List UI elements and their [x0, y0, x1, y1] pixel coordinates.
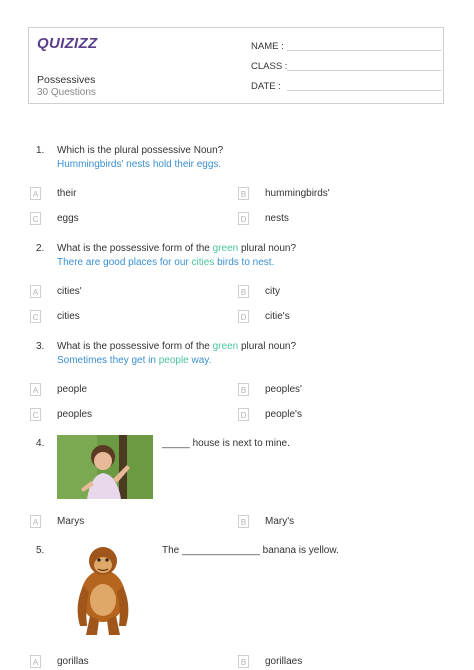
date-label: DATE :: [251, 81, 281, 92]
option-letter[interactable]: B: [238, 285, 249, 298]
question-text: Which is the plural possessive Noun?: [57, 145, 224, 156]
option-text[interactable]: peoples': [265, 384, 302, 395]
worksheet-header: [28, 27, 444, 104]
option-text[interactable]: people: [57, 384, 88, 395]
question-number: 1.: [36, 145, 45, 156]
question-text: What is the possessive form of the green plural noun?: [57, 341, 297, 352]
class-label: CLASS :: [251, 61, 288, 72]
option-letter[interactable]: D: [238, 212, 249, 225]
question-number: 3.: [36, 341, 45, 352]
option-letter[interactable]: B: [238, 383, 249, 396]
question-number: 4.: [36, 438, 45, 449]
option-text[interactable]: gorillas: [57, 656, 89, 667]
highlight-word: green: [212, 341, 239, 352]
question-text: _____ house is next to mine.: [162, 438, 290, 449]
class-field[interactable]: [251, 61, 441, 72]
name-label: NAME :: [251, 41, 284, 52]
option-text[interactable]: city: [265, 286, 280, 297]
question-number: 5.: [36, 545, 45, 556]
question-text: What is the possessive form of the green plural noun?: [57, 243, 297, 254]
option-text[interactable]: cities': [57, 286, 82, 297]
option-letter[interactable]: C: [30, 310, 41, 323]
date-field[interactable]: [251, 81, 441, 92]
option-letter[interactable]: C: [30, 212, 41, 225]
option-text[interactable]: their: [57, 188, 77, 199]
option-letter[interactable]: D: [238, 310, 249, 323]
highlight-word: green: [212, 243, 239, 254]
option-letter[interactable]: D: [238, 408, 249, 421]
option-text[interactable]: Marys: [57, 516, 85, 527]
question-sentence: Hummingbirds' nests hold their eggs.: [57, 159, 222, 170]
option-text[interactable]: gorillaes: [265, 656, 303, 667]
highlight-word: people: [158, 355, 189, 366]
question-sentence: There are good places for our cities birds to nest.: [57, 257, 275, 268]
option-letter[interactable]: A: [30, 187, 41, 200]
option-text[interactable]: people's: [265, 409, 302, 420]
option-letter[interactable]: B: [238, 187, 249, 200]
option-text[interactable]: citie's: [265, 311, 290, 322]
option-text[interactable]: Mary's: [265, 516, 295, 527]
question-count: 30 Questions: [37, 87, 96, 98]
highlight-word: cities: [191, 257, 215, 268]
date-line: [287, 90, 441, 91]
question-sentence: Sometimes they get in people way.: [57, 355, 212, 366]
option-text[interactable]: peoples: [57, 409, 93, 420]
option-letter[interactable]: B: [238, 655, 249, 668]
option-text[interactable]: eggs: [57, 213, 79, 224]
option-text[interactable]: hummingbirds': [265, 188, 330, 199]
name-line: [287, 50, 441, 51]
option-letter[interactable]: A: [30, 285, 41, 298]
option-letter[interactable]: B: [238, 515, 249, 528]
question-text: The ______________ banana is yellow.: [162, 545, 339, 556]
option-letter[interactable]: A: [30, 383, 41, 396]
class-line: [287, 70, 441, 71]
quizizz-logo: QUIZIZZ: [37, 35, 98, 52]
option-text[interactable]: nests: [265, 213, 289, 224]
option-letter[interactable]: A: [30, 655, 41, 668]
option-letter[interactable]: C: [30, 408, 41, 421]
gorilla-illustration: [72, 544, 134, 636]
girl-photo: [57, 435, 153, 499]
name-field[interactable]: [251, 41, 441, 52]
girl-photo-illustration: [57, 435, 153, 499]
option-text[interactable]: cities: [57, 311, 80, 322]
option-letter[interactable]: A: [30, 515, 41, 528]
worksheet-title: Possessives: [37, 74, 96, 86]
question-number: 2.: [36, 243, 45, 254]
